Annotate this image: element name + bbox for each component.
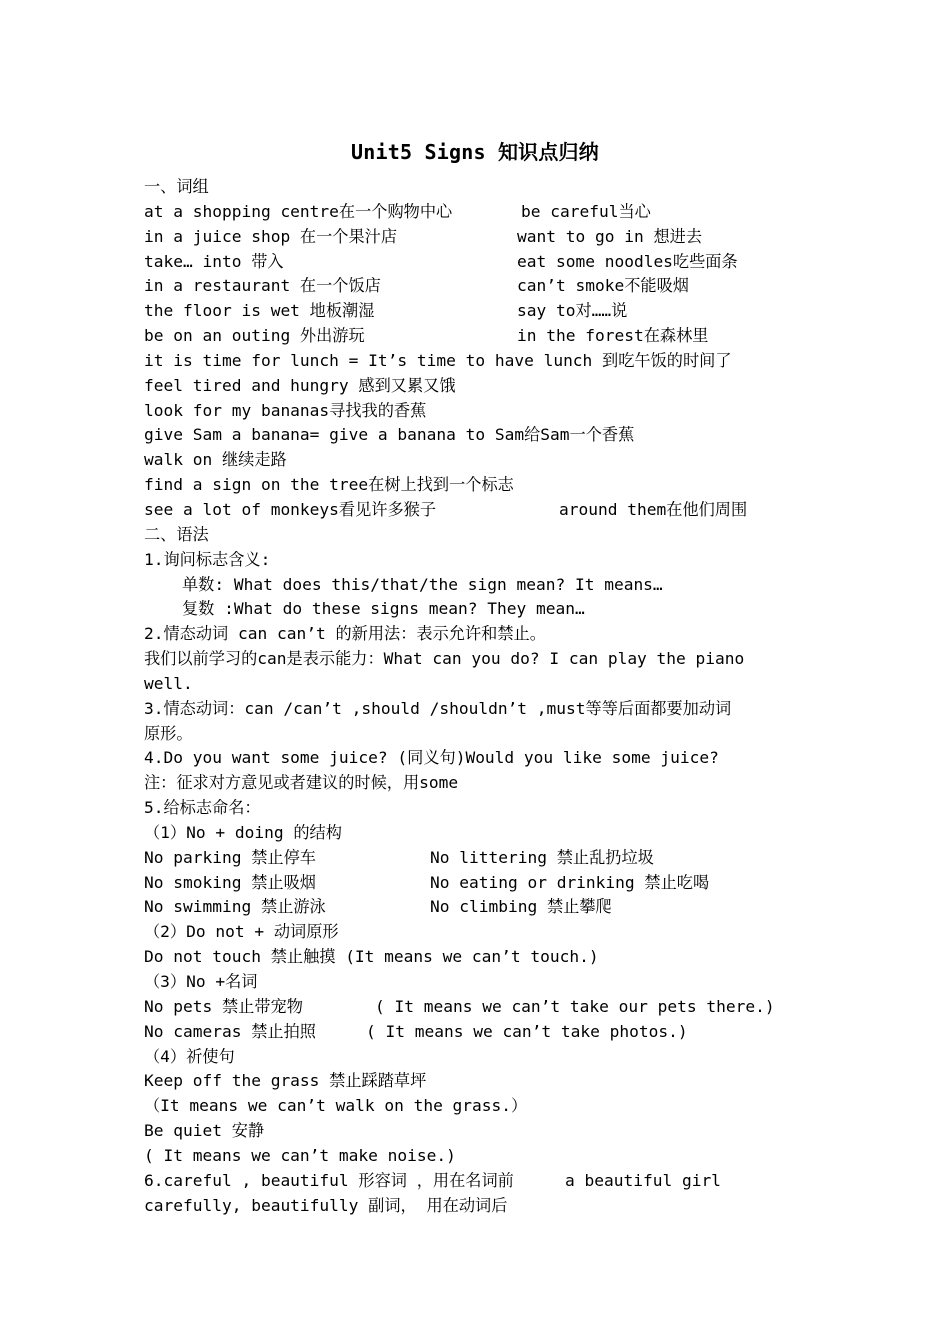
grammar-point-title: 2.情态动词 can can’t 的新用法：表示允许和禁止。 [144,624,546,644]
grammar-row [144,1169,814,1194]
phrase-line: give Sam a banana= give a banana to Sam给Sam一个香蕉 [144,425,635,445]
grammar-point-title: 4.Do you want some juice? (同义句)Would you like some juice? [144,748,719,768]
document-title: Unit5 Signs 知识点归纳 [351,140,599,164]
sign-left: No parking 禁止停车 [144,847,316,867]
phrase-row [144,498,814,523]
phrase-left: be on an outing 外出游玩 [144,326,365,346]
sign-left: No swimming 禁止游泳 [144,897,326,917]
sign-row [144,1020,814,1045]
sign-row [144,846,814,871]
phrase-line: walk on 继续走路 [144,450,287,470]
phrase-row [144,250,814,275]
phrase-row [144,274,814,299]
sign-right: ( It means we can’t take our pets there.) [375,996,775,1016]
phrase-left: in a juice shop 在一个果汁店 [144,226,398,246]
subsection-title: （3）No +名词 [144,972,258,991]
sign-row [144,995,814,1020]
sign-line: Do not touch 禁止触摸 (It means we can’t touch.) [144,947,599,967]
phrase-row [144,324,814,349]
phrase-row [144,200,814,225]
grammar-text: carefully, beautifully 副词， 用在动词后 [144,1195,508,1215]
phrase-right: want to go in 想进去 [517,226,703,246]
phrase-right: can’t smoke不能吸烟 [517,276,689,296]
grammar-text: well. [144,673,193,693]
sign-line: Be quiet 安静 [144,1121,265,1141]
sign-line: Keep off the grass 禁止踩踏草坪 [144,1071,427,1091]
grammar-left: 6.careful , beautiful 形容词 ，用在名词前 [144,1170,514,1190]
phrase-left: at a shopping centre在一个购物中心 [144,201,453,221]
phrase-right: say to对……说 [517,301,628,321]
phrase-left: take… into 带入 [144,251,284,271]
sign-left: No smoking 禁止吸烟 [144,872,316,892]
phrase-left: in a restaurant 在一个饭店 [144,276,381,296]
section-heading-grammar: 二、语法 [144,524,209,544]
sign-right: No littering 禁止乱扔垃圾 [430,847,654,867]
phrase-left: the floor is wet 地板潮湿 [144,301,375,321]
phrase-line: look for my bananas寻找我的香蕉 [144,400,427,420]
phrase-line: feel tired and hungry 感到又累又饿 [144,375,456,395]
sign-left: No pets 禁止带宠物 [144,996,303,1016]
grammar-example: 复数 :What do these signs mean? They mean… [182,599,585,619]
grammar-point-title: 5.给标志命名： [144,798,261,818]
phrase-row [144,225,814,250]
phrase-line: it is time for lunch = It’s time to have lunch 到吃午饭的时间了 [144,350,732,370]
phrase-row [144,299,814,324]
grammar-note: 注：征求对方意见或者建议的时候，用some [144,773,459,793]
phrase-line: find a sign on the tree在树上找到一个标志 [144,475,514,495]
subsection-title: （2）Do not + 动词原形 [144,922,339,942]
phrase-right: eat some noodles吃些面条 [517,251,738,271]
subsection-title: （4）祈使句 [144,1046,235,1066]
sign-left: No cameras 禁止拍照 [144,1021,316,1041]
sign-right: No climbing 禁止攀爬 [430,897,612,917]
phrase-right: around them在他们周围 [559,499,748,519]
grammar-text: 我们以前学习的can是表示能力：What can you do? I can play the piano [144,649,745,669]
grammar-point-title: 3.情态动词：can /can’t ,should /shouldn’t ,must等等后面都要加动词 [144,698,732,718]
sign-explanation: （It means we can’t walk on the grass.） [144,1096,528,1116]
sign-row [144,871,814,896]
phrase-right: in the forest在森林里 [517,326,709,346]
section-heading-phrases: 一、词组 [144,177,209,196]
sign-right: ( It means we can’t take photos.) [366,1021,688,1041]
phrase-left: see a lot of monkeys看见许多猴子 [144,499,437,519]
subsection-title: （1）No + doing 的结构 [144,822,342,842]
grammar-right: a beautiful girl [565,1170,721,1190]
sign-explanation: ( It means we can’t make noise.) [144,1145,456,1165]
document-body [144,175,814,1218]
grammar-example: 单数: What does this/that/the sign mean? It means… [182,574,663,594]
sign-row [144,895,814,920]
grammar-text: 原形。 [144,723,193,743]
grammar-point-title: 1.询问标志含义: [144,549,271,569]
sign-right: No eating or drinking 禁止吃喝 [430,872,710,892]
phrase-right: be careful当心 [521,201,651,221]
